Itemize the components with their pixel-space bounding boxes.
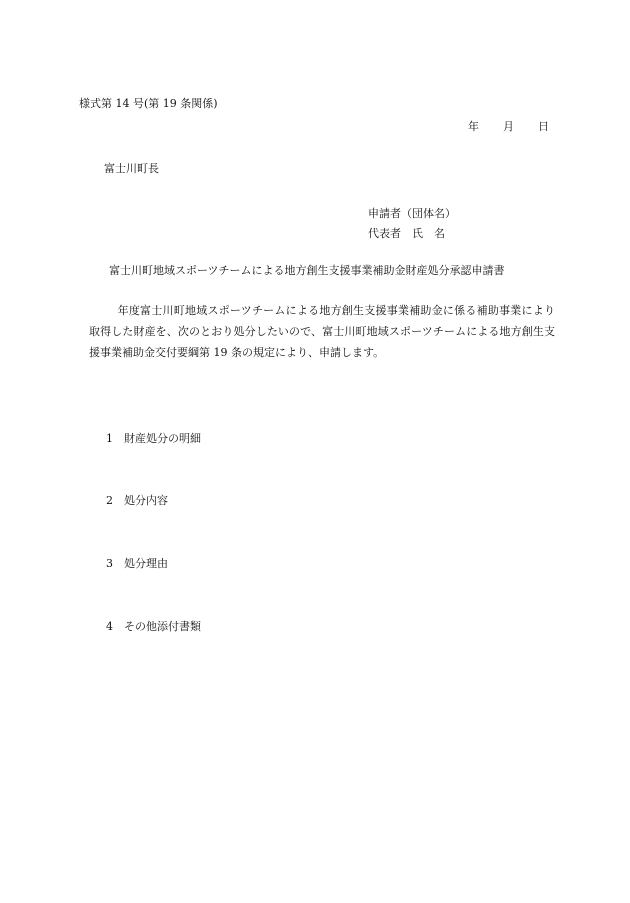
date-day-label: 日 bbox=[538, 120, 549, 133]
applicant-block bbox=[368, 204, 456, 244]
list-item bbox=[106, 620, 201, 633]
list-item bbox=[106, 494, 168, 507]
item-label: 財産処分の明細 bbox=[124, 432, 201, 445]
item-label: その他添付書類 bbox=[124, 620, 201, 633]
item-number: 4 bbox=[106, 620, 113, 633]
addressee: 富士川町長 bbox=[104, 162, 159, 175]
list-item bbox=[106, 432, 201, 445]
body-text: 年度富士川町地域スポーツチームによる地方創生支援事業補助金に係る補助事業により取得した財産を、次のとおり処分したいので、富士川町地域スポーツチームによる地方創生支援事業補助金交付要綱第 19 条の規定により、申請します。 bbox=[89, 304, 555, 359]
item-label: 処分内容 bbox=[124, 494, 168, 507]
document-title: 富士川町地域スポーツチームによる地方創生支援事業補助金財産処分承認申請書 bbox=[109, 264, 505, 277]
item-label: 処分理由 bbox=[124, 557, 168, 570]
item-number: 2 bbox=[106, 494, 113, 507]
applicant-rep-label: 代表者 氏 名 bbox=[368, 227, 445, 240]
date-year-label: 年 bbox=[468, 120, 479, 133]
date-month-label: 月 bbox=[503, 120, 514, 133]
list-item bbox=[106, 557, 168, 570]
form-number: 様式第 14 号(第 19 条関係) bbox=[79, 97, 218, 110]
date-line bbox=[468, 120, 549, 133]
item-number: 3 bbox=[106, 557, 113, 570]
applicant-org-label: 申請者（団体名） bbox=[368, 207, 456, 220]
item-number: 1 bbox=[106, 432, 113, 445]
